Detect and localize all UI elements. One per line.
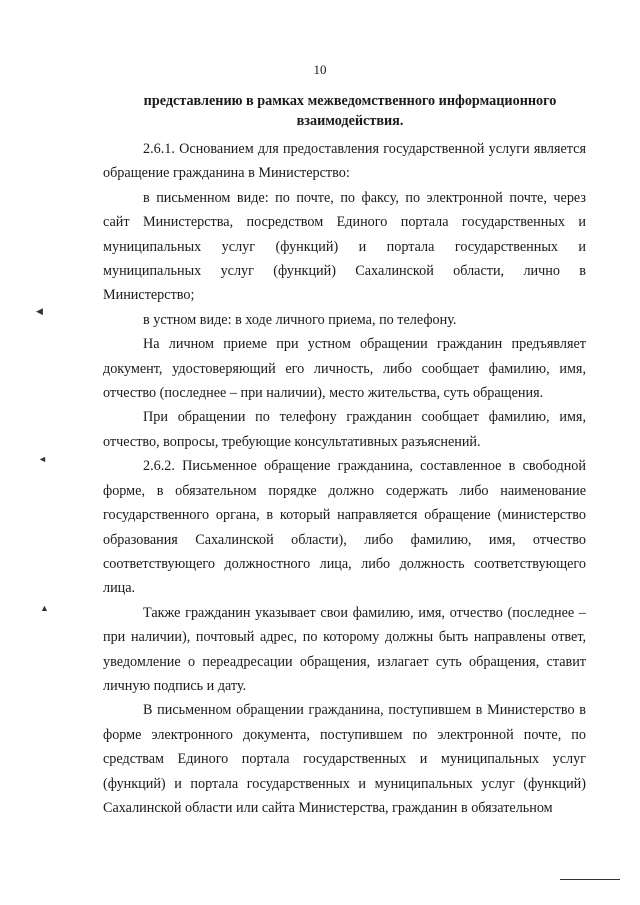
binding-mark-icon: ▲ [40, 603, 49, 613]
binding-mark-icon: ◀ [36, 306, 43, 316]
paragraph-2-6-1: 2.6.1. Основанием для предоставления государственной услуги является обращение гражданина в Министерство: [103, 141, 586, 182]
paragraph-phone: При обращении по телефону гражданин сообщает фамилию, имя, отчество, вопросы, требующие консультативных разъяснений. [103, 409, 586, 450]
bottom-rule [560, 879, 620, 880]
paragraph-citizen-details: Также гражданин указывает свои фамилию, имя, отчество (последнее – при наличии), почтовый адрес, по которому должны быть направлены ответ, уведомление о переадресации обращения, излагает суть обращения, ставит личную подпись и дату. [103, 604, 586, 694]
section-heading: представлению в рамках межведомственного информационного взаимодействия. [143, 93, 557, 129]
paragraph-personal-reception: На личном приеме при устном обращении гражданин предъявляет документ, удостоверяющий его личность, либо сообщает фамилию, имя, отчество (последнее – при наличии), место жительства, суть обращения. [103, 336, 586, 402]
binding-mark-icon: ◄ [38, 454, 47, 464]
paragraph-written-form: в письменном виде: по почте, по факсу, по электронной почте, через сайт Министерства, посредством Единого портала государственных и муниципальных услуг (функций) и портала государственных и муниципальных услуг (функций) Сахалинской области, лично в Министерство; [103, 189, 586, 304]
page-number: 10 [313, 62, 327, 77]
paragraph-electronic: В письменном обращении гражданина, поступившем в Министерство в форме электронного документа, поступившем по электронной почте, по средствам Единого портала государственных и муниципальных услуг (функций) и портала государственных и муниципальных услуг (функций) Сахалинской области или сайта Министерства, гражданин в обязательном [103, 702, 586, 816]
paragraph-2-6-2: 2.6.2. Письменное обращение гражданина, составленное в свободной форме, в обязательном порядке должно содержать либо наименование государственного органа, в который направляется обращение (министерство образования Сахалинской области), либо фамилию, имя, отчество соответствующего должностного лица, либо должность соответствующего лица. [103, 458, 586, 597]
paragraph-oral-form: в устном виде: в ходе личного приема, по телефону. [143, 311, 457, 328]
document-body [103, 137, 586, 820]
